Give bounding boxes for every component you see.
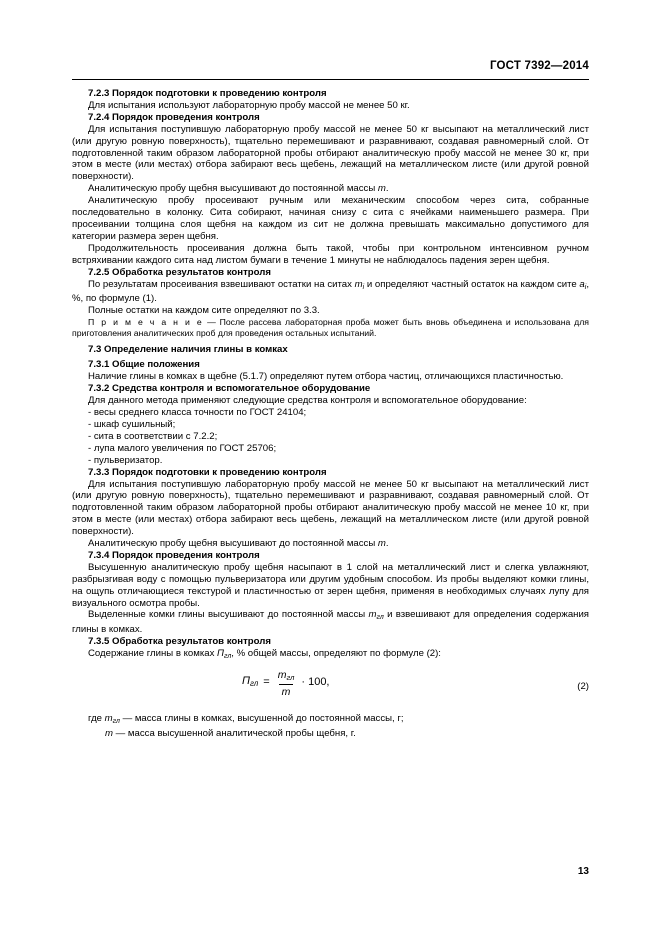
formula-tail: · 100, (301, 676, 330, 689)
note-label: П р и м е ч а н и е (88, 317, 204, 328)
paragraph-7-3-3-2: Аналитическую пробу щебня высушивают до постоянной массы m. (88, 538, 389, 550)
formula-2-block (72, 669, 589, 709)
paragraph-7-3-3-1: Для испытания поступившую лабораторную пробу массой не менее 50 кг высыпают на металлический лист (или другую ровную поверхность), тщательно перемешивают и разравнивают, создавая равномерный слой. От подготовленной таким образом лабораторной пробы отбирают аналитическую пробу массой не менее 10 кг, при этом в месте (или местах) отбора забирают весь щебень, лежащий на металлическом листе (или другой ровной поверхности). (72, 478, 589, 538)
heading-7-3: 7.3 Определение наличия глины в комках (88, 343, 288, 355)
formula-denominator: m (279, 684, 294, 698)
paragraph-7-2-3-1: Для испытания используют лабораторную пробу массой не менее 50 кг. (88, 99, 410, 111)
paragraph-7-3-4-2: Выделенные комки глины высушивают до постоянной массы $m_{гл}$ и взвешивают для определения содержания глины в комках. (72, 609, 590, 636)
formula-number: (2) (577, 680, 589, 692)
paragraph-7-2-4-3: Аналитическую пробу просеивают ручным или механическим способом через сита, собранные последовательно в колонку. Сита собирают, начиная снизу с сита с ячейками наименьшего размера. При просеивании толщина слоя щебня на каждом из сит не должна превышать максимально допустимого для категории размера зерен щебня. (72, 195, 589, 242)
symbol-m-3: m (105, 727, 113, 739)
paragraph-7-3-1-1: Наличие глины в комках в щебне (5.1.7) определяют путем отбора частиц, отличающихся пластичностью. (88, 371, 564, 383)
paragraph-7-2-5-2: Полные остатки на каждом сите определяют по 3.3. (88, 305, 320, 317)
paragraph-7-2-4-2: Аналитическую пробу щебня высушивают до постоянной массы m. (88, 183, 389, 195)
paragraph-7-3-2-1: Для данного метода применяют следующие средства контроля и вспомогательное оборудование: (88, 395, 527, 407)
note-text: — После рассева лабораторная проба может быть вновь объединена и использована для приготовления аналитических проб для проведения остальных испытаний. (72, 317, 589, 339)
heading-7-3-5: 7.3.5 Обработка результатов контроля (88, 636, 271, 648)
formula-numerator: $m_{гл}$ (277, 668, 295, 683)
list-item-equipment-2: - шкаф сушильный; (88, 418, 176, 430)
formula-2 (242, 669, 330, 698)
symbol-m-gl-2: $m_{гл}$ (104, 712, 120, 725)
heading-7-3-4: 7.3.4 Порядок проведения контроля (88, 549, 260, 561)
paragraph-7-3-5-1: Содержание глины в комках $П_{гл}$, % общей массы, определяют по формуле (2): (88, 648, 441, 661)
heading-7-2-5: 7.2.5 Обработка результатов контроля (88, 266, 271, 278)
symbol-mi: $m_i$ (354, 278, 365, 291)
heading-7-3-3: 7.3.3 Порядок подготовки к проведению контроля (88, 466, 327, 478)
list-item-equipment-1: - весы среднего класса точности по ГОСТ 24104; (88, 407, 307, 419)
heading-7-3-1: 7.3.1 Общие положения (88, 359, 200, 371)
list-item-equipment-3: - сита в соответствии с 7.2.2; (88, 430, 218, 442)
formula-fraction (275, 669, 298, 698)
list-item-equipment-4: - лупа малого увеличения по ГОСТ 25706; (88, 442, 277, 454)
list-item-equipment-5: - пульверизатор. (88, 454, 163, 466)
where-line-1: где $m_{гл}$ — масса глины в комках, высушенной до постоянной массы, г; (88, 712, 404, 725)
symbol-ai: $a_i$ (579, 278, 587, 291)
where-line-2: m — масса высушенной аналитической пробы щебня, г. (105, 727, 356, 739)
paragraph-7-2-5-1: По результатам просеивания взвешивают остатки на ситах $m_i$ и определяют частный остаток на каждом сите $a_i$, %, по формуле (1). (72, 278, 589, 305)
formula-lhs: $П_{гл}$ (242, 675, 259, 689)
symbol-m: m (377, 183, 386, 195)
heading-7-3-2: 7.3.2 Средства контроля и вспомогательное оборудование (88, 383, 371, 395)
paragraph-7-2-4-1: Для испытания поступившую лабораторную пробу массой не менее 50 кг высыпают на металлический лист (или другую ровную поверхность), тщательно перемешивают и разравнивают, создавая равномерный слой. От подготовленной таким образом лабораторной пробы отбирают аналитическую пробу массой не менее 30 кг, при этом в месте (или местах) отбора забирают весь щебень, лежащий на металлическом листе (или другой ровной поверхности). (72, 123, 589, 183)
note-7-2-5 (72, 317, 589, 339)
symbol-m-2: m (377, 538, 386, 550)
symbol-p-gl: $П_{гл}$ (217, 648, 232, 661)
heading-7-2-4: 7.2.4 Порядок проведения контроля (88, 111, 260, 123)
symbol-m-gl: $m_{гл}$ (368, 609, 384, 622)
header-divider (72, 79, 589, 80)
paragraph-7-3-4-1: Высушенную аналитическую пробу щебня насыпают в 1 слой на металлический лист и слегка увлажняют, разбрызгивая воду с помощью пульверизатора или другим удобным способом. Из пробы выделяют комки глины, на ощупь отличающиеся текстурой и пластичностью от зерен щебня, применяя в необходимых случаях лупу для визуального осмотра пробы. (72, 561, 589, 609)
formula-equals: = (263, 676, 270, 689)
page-number: 13 (577, 866, 589, 877)
page-header-standard: ГОСТ 7392—2014 (489, 60, 589, 72)
paragraph-7-2-4-4: Продолжительность просеивания должна быть такой, чтобы при контрольном интенсивном ручном встряхивании каждого сита над листом бумаги в течение 1 минуты не наблюдалось падения зерен щебня. (72, 242, 589, 266)
heading-7-2-3: 7.2.3 Порядок подготовки к проведению контроля (88, 88, 327, 99)
document-body (72, 88, 589, 740)
